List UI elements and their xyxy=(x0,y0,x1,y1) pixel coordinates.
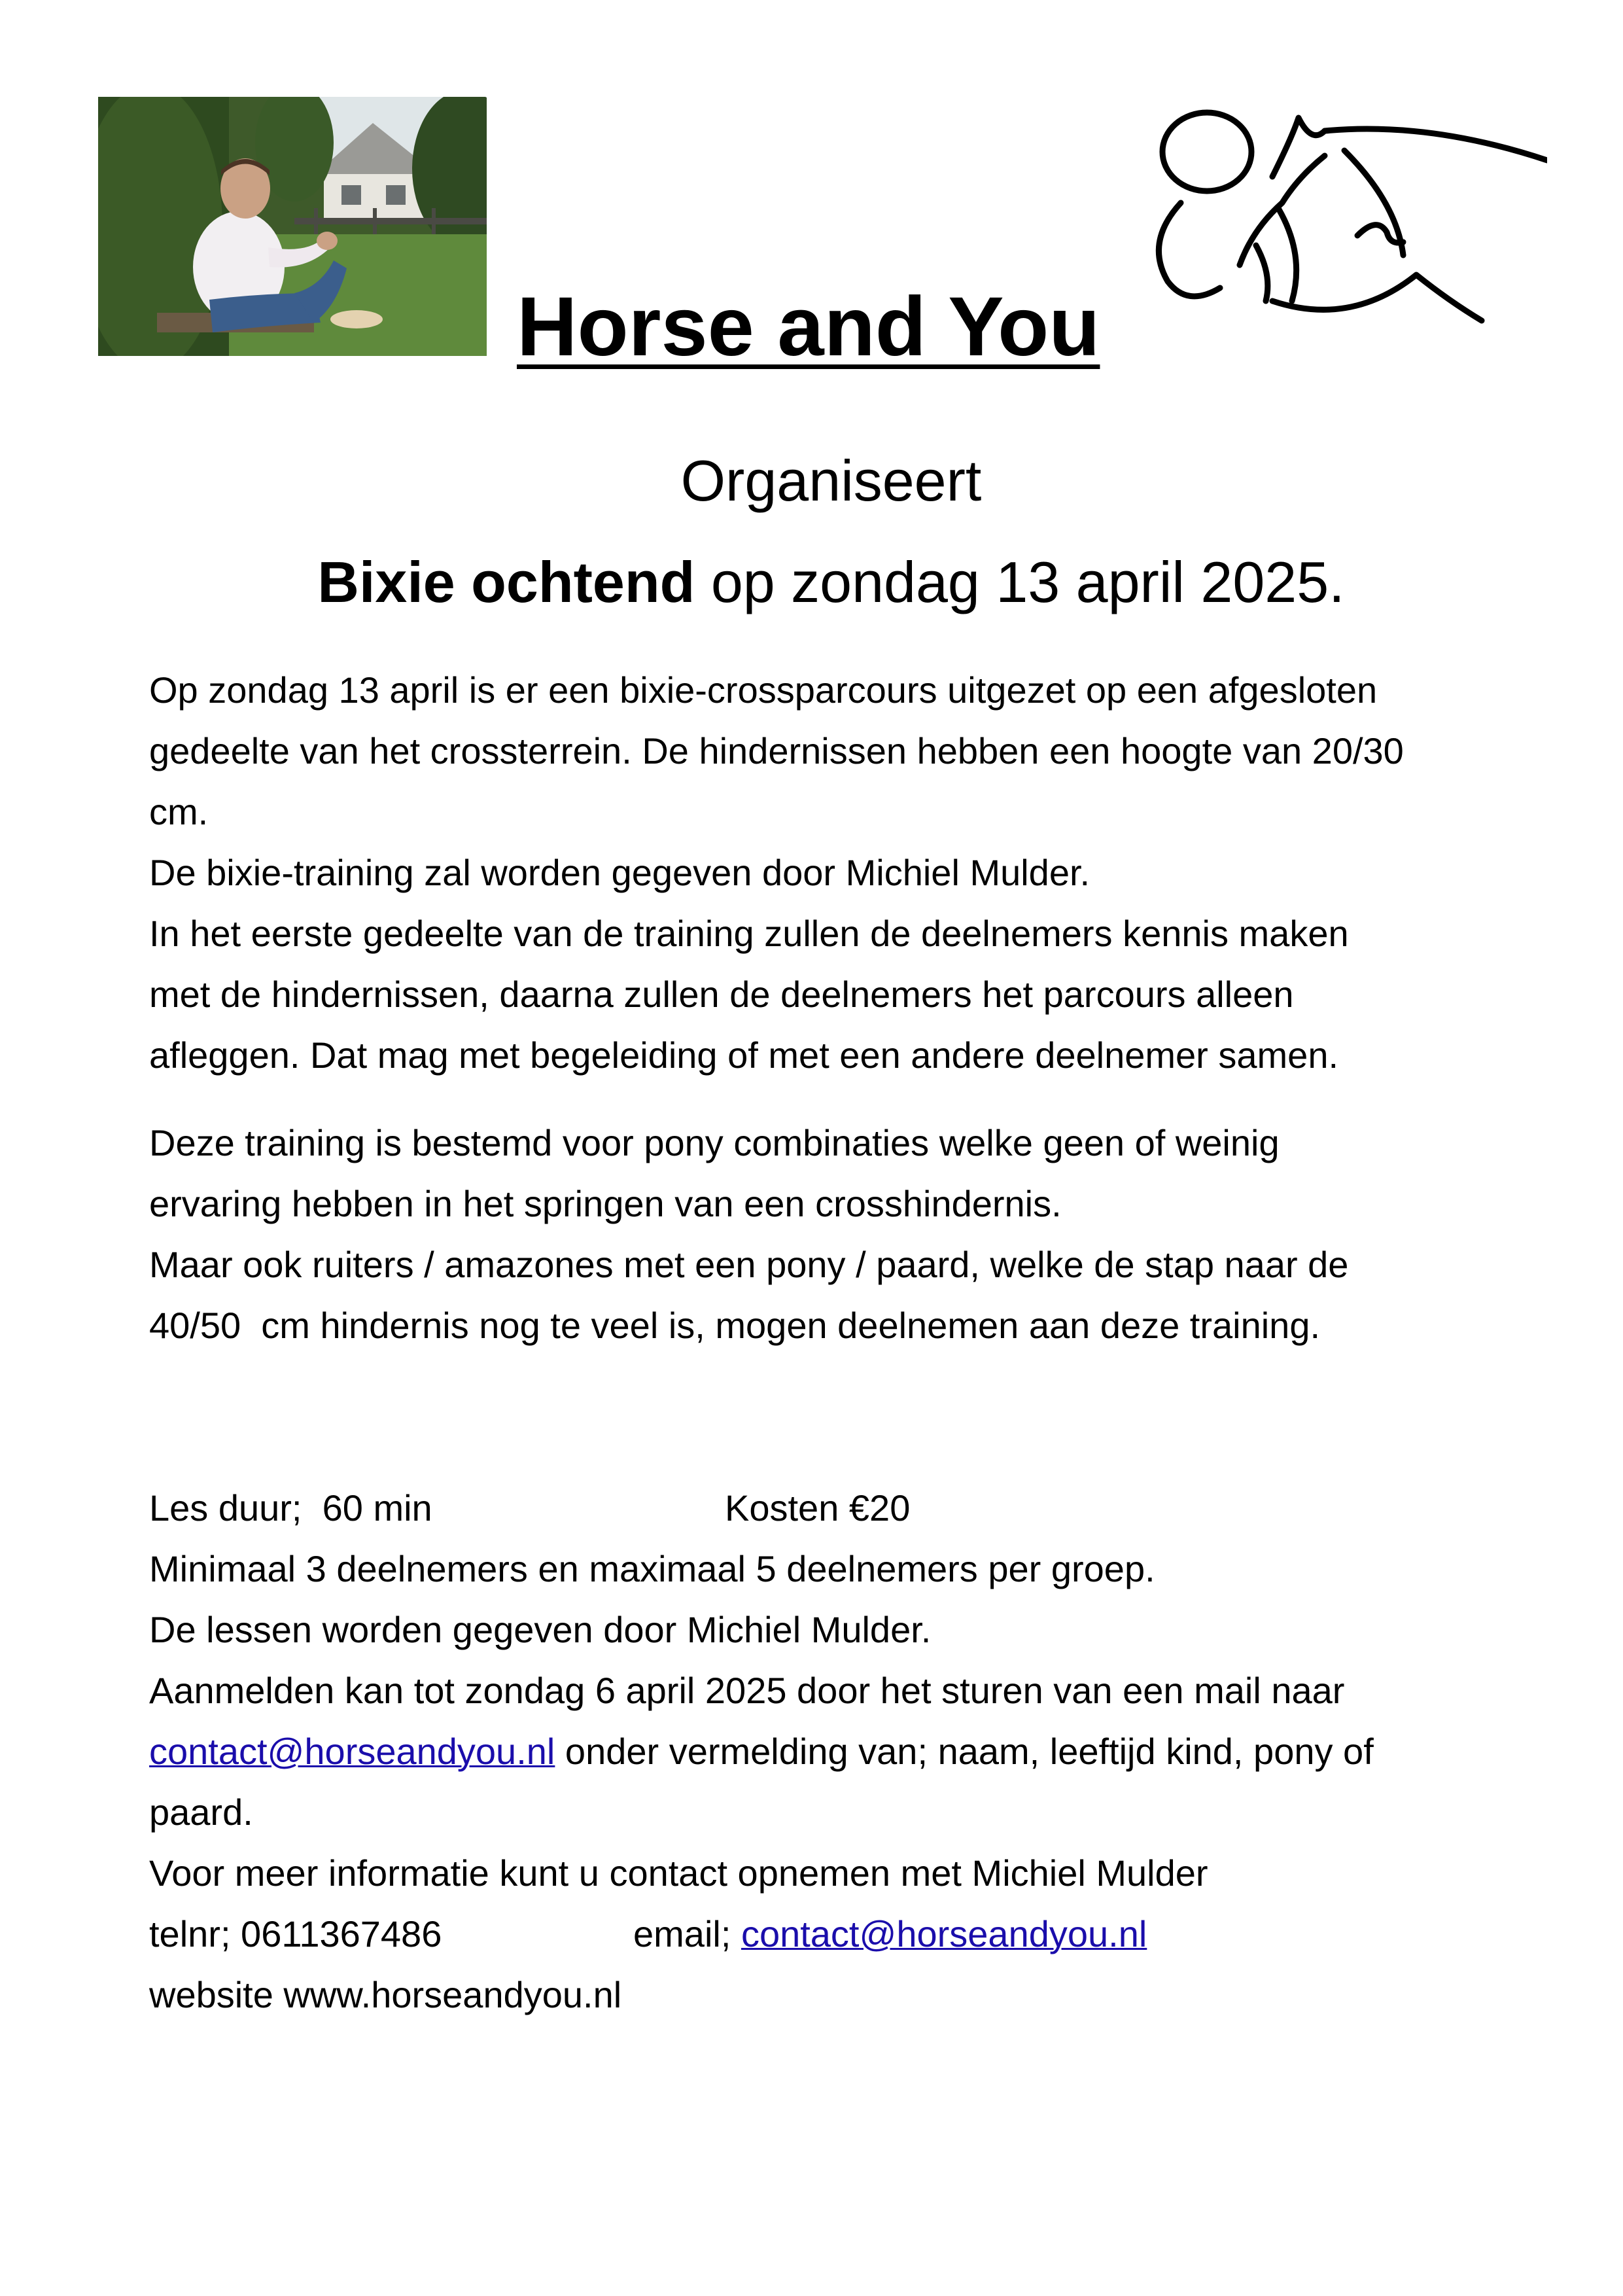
intro-paragraph xyxy=(149,660,1536,1086)
contact-line xyxy=(149,1903,1536,1964)
intro-line: gedeelte van het crossterrein. De hindernissen hebben een hoogte van 20/30 xyxy=(149,730,1404,771)
intro-line: Op zondag 13 april is er een bixie-crossparcours uitgezet op een afgesloten xyxy=(149,669,1378,711)
intro-line: De bixie-training zal worden gegeven door Michiel Mulder. xyxy=(149,852,1091,893)
intro-line: afleggen. Dat mag met begeleiding of met een andere deelnemer samen. xyxy=(149,1034,1339,1076)
signup-line: Aanmelden kan tot zondag 6 april 2025 door het sturen van een mail naar xyxy=(149,1670,1345,1711)
target-line: ervaring hebben in het springen van een crosshindernis. xyxy=(149,1183,1062,1224)
group-size: Minimaal 3 deelnemers en maximaal 5 deelnemers per groep. xyxy=(149,1548,1155,1589)
page-title: Horse and You xyxy=(517,280,1100,374)
teacher-line: De lessen worden gegeven door Michiel Mulder. xyxy=(149,1609,932,1650)
target-line: Maar ook ruiters / amazones met een pony / paard, welke de stap naar de xyxy=(149,1244,1349,1285)
intro-line: met de hindernissen, daarna zullen de deelnemers het parcours alleen xyxy=(149,974,1294,1015)
phone-number: telnr; 0611367486 xyxy=(149,1913,442,1954)
more-info-line: Voor meer informatie kunt u contact opnemen met Michiel Mulder xyxy=(149,1852,1208,1894)
lesson-cost: Kosten €20 xyxy=(725,1487,911,1528)
duration-cost-line xyxy=(149,1477,1536,1538)
event-headline xyxy=(20,543,1623,622)
email-label: email; xyxy=(633,1913,741,1954)
signup-email-line xyxy=(149,1721,1536,1782)
subtitle-organiseert: Organiseert xyxy=(680,448,982,513)
target-paragraph xyxy=(149,1112,1536,1356)
contact-email-link[interactable]: contact@horseandyou.nl xyxy=(741,1913,1147,1954)
target-line: Deze training is bestemd voor pony combinaties welke geen of weinig xyxy=(149,1122,1280,1163)
target-line: 40/50 cm hindernis nog te veel is, mogen deelnemen aan deze training. xyxy=(149,1305,1321,1346)
signup-email-link[interactable]: contact@horseandyou.nl xyxy=(149,1731,555,1772)
signup-end: paard. xyxy=(149,1792,253,1833)
event-date: op zondag 13 april 2025. xyxy=(695,550,1345,614)
website-line: website www.horseandyou.nl xyxy=(149,1974,622,2015)
intro-line: cm. xyxy=(149,791,209,832)
event-name: Bixie ochtend xyxy=(317,550,695,614)
lesson-duration: Les duur; 60 min xyxy=(149,1487,432,1528)
details-block xyxy=(149,1477,1536,2025)
signup-requirements: onder vermelding van; naam, leeftijd kind, pony of xyxy=(555,1731,1374,1772)
horse-rider-logo xyxy=(1142,105,1547,360)
intro-line: In het eerste gedeelte van de training zullen de deelnemers kennis maken xyxy=(149,913,1349,954)
profile-photo xyxy=(98,97,487,356)
